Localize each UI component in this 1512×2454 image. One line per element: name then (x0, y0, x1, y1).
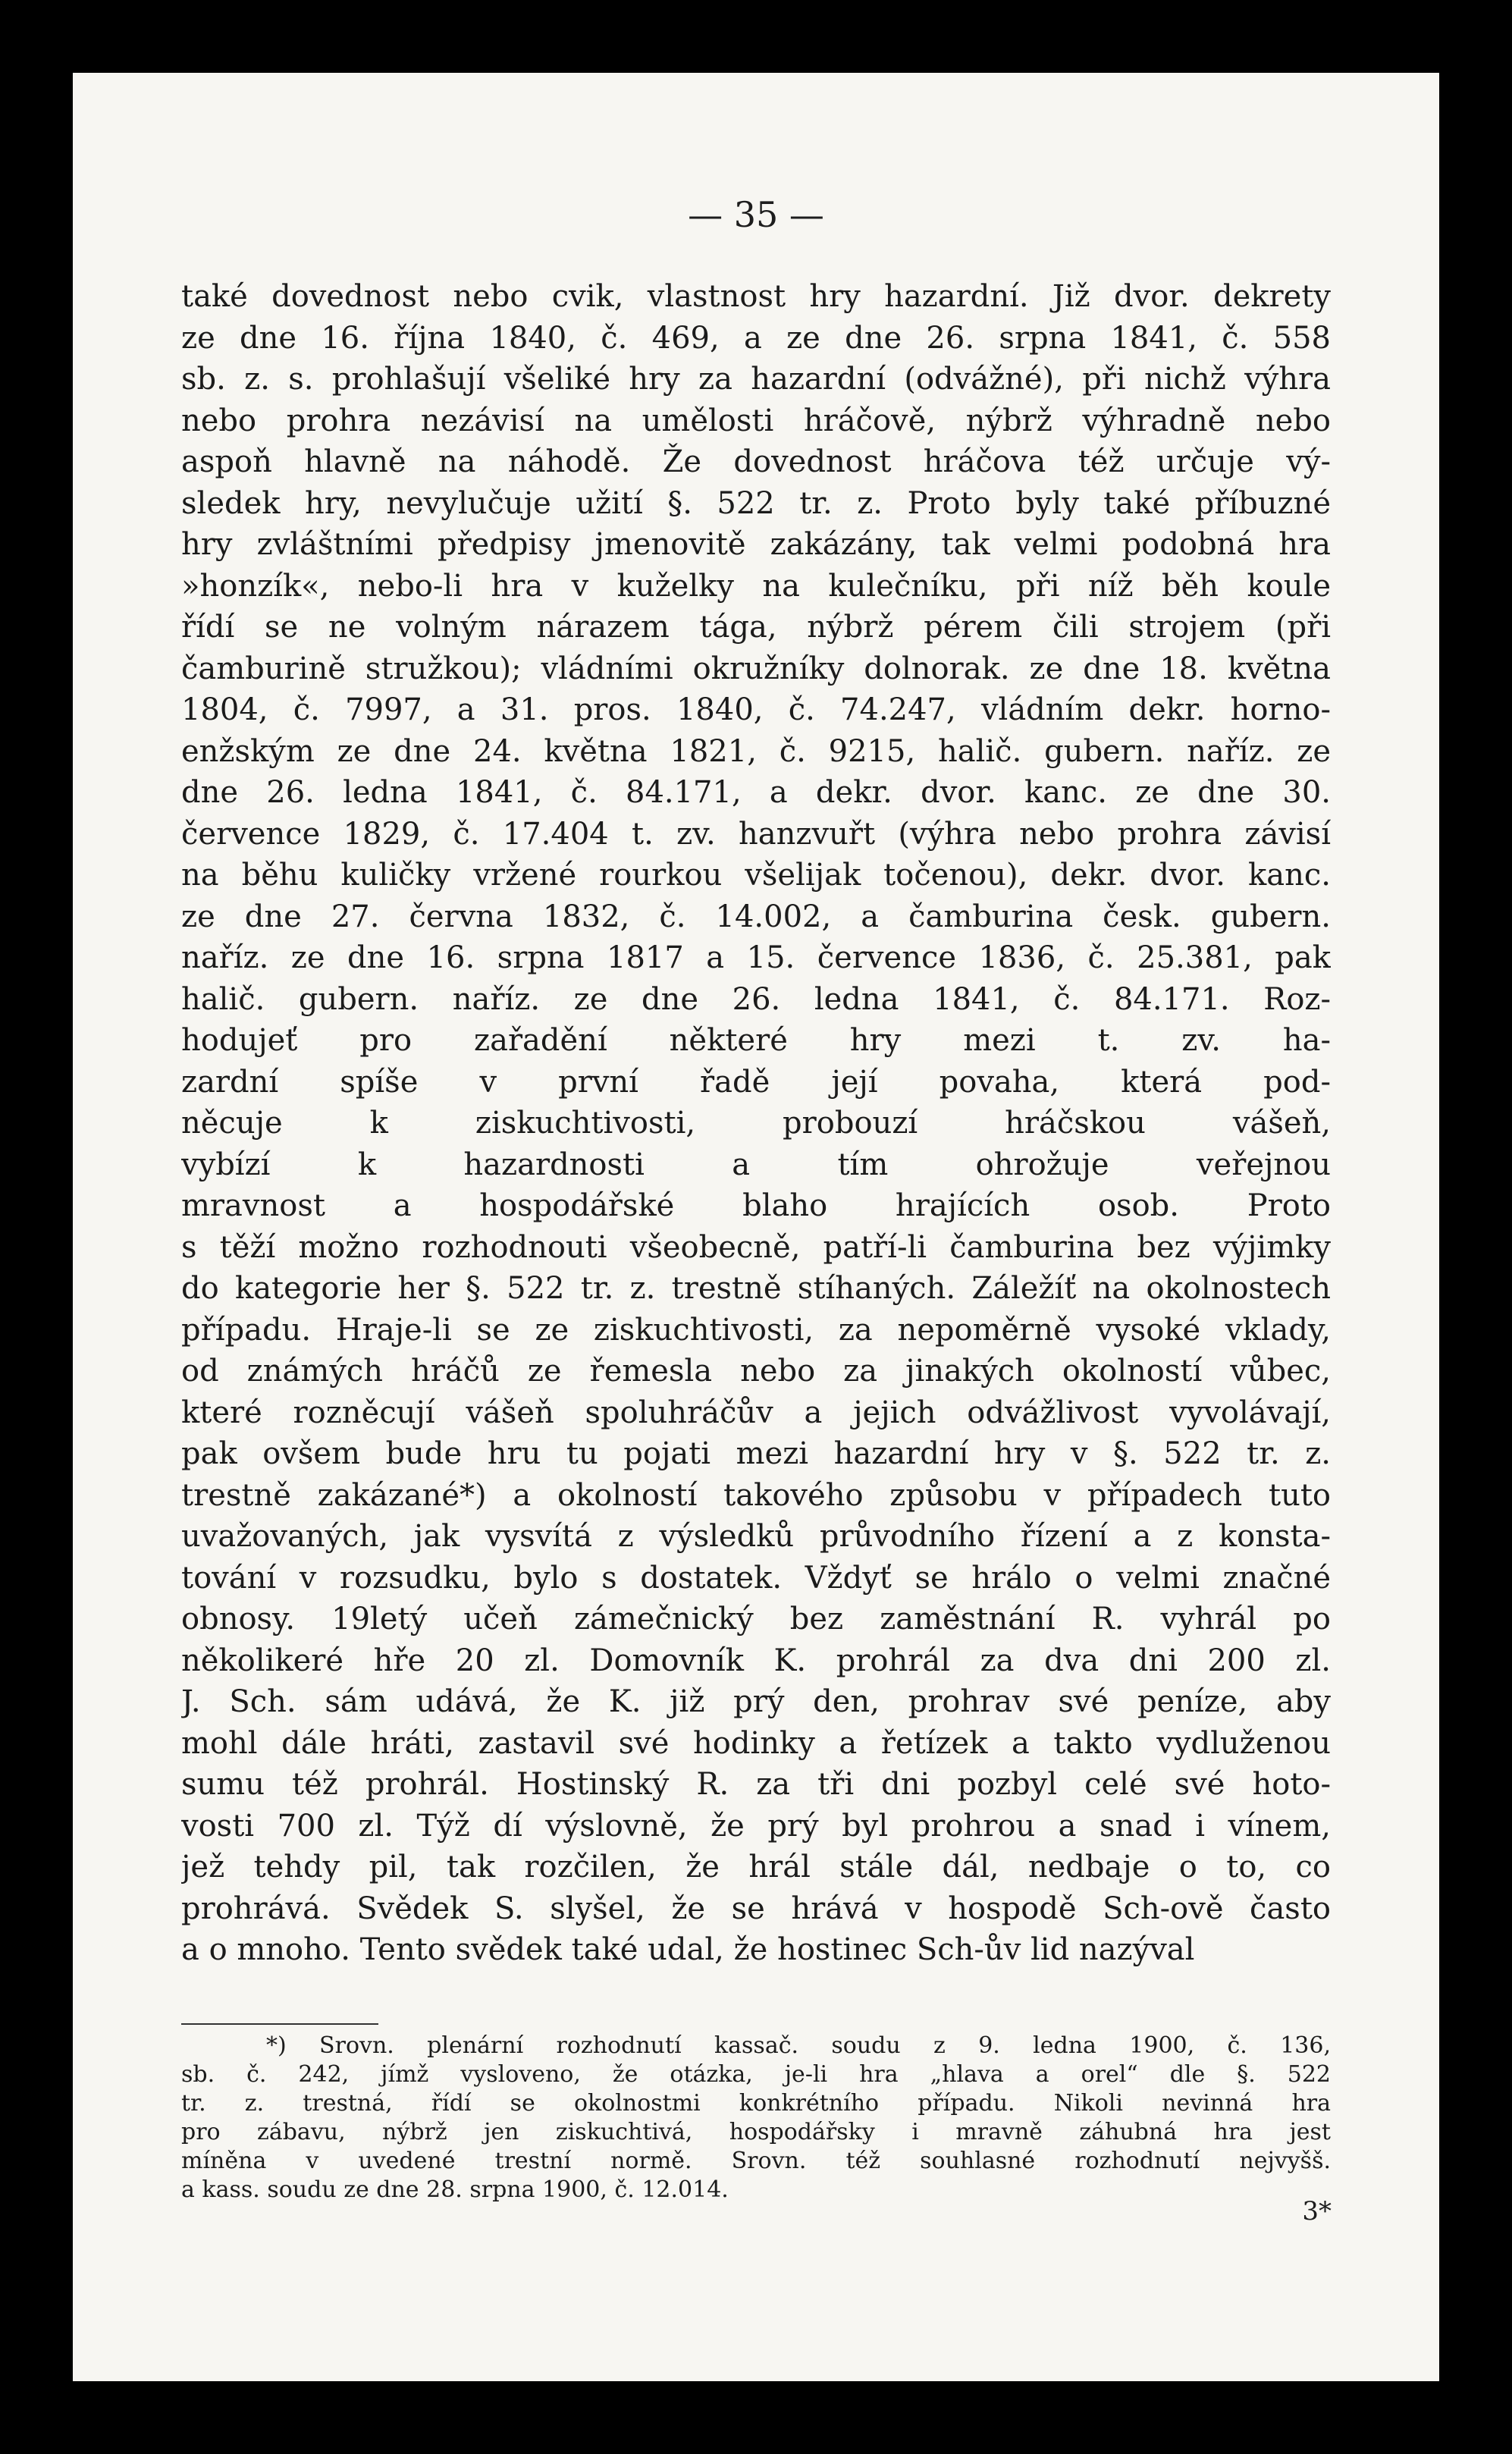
text-line: prohrává. Svědek S. slyšel, že se hrává v hospodě Sch-ově často (181, 1891, 1331, 1926)
text-line: J. Sch. sám udává, že K. již prý den, prohrav své peníze, aby (181, 1684, 1331, 1719)
footnote-line: a kass. soudu ze dne 28. srpna 1900, č. 12.014. (181, 2176, 729, 2203)
text-line: sledek hry, nevylučuje užití §. 522 tr. z. Proto byly také příbuzné (181, 485, 1331, 521)
text-line: pak ovšem bude hru tu pojati mezi hazardní hry v §. 522 tr. z. (181, 1436, 1331, 1471)
footnote-line: *) Srovn. plenární rozhodnutí kassač. soudu z 9. ledna 1900, č. 136, (266, 2032, 1331, 2059)
text-line: července 1829, č. 17.404 t. zv. hanzvuřt (výhra nebo prohra závisí (181, 816, 1331, 852)
text-line: jež tehdy pil, tak rozčilen, že hrál stále dál, nedbaje o to, co (181, 1850, 1331, 1884)
footnote-line: pro zábavu, nýbrž jen ziskuchtivá, hospodářsky i mravně záhubná hra jest (181, 2119, 1331, 2145)
text-line: 1804, č. 7997, a 31. pros. 1840, č. 74.247, vládním dekr. horno- (181, 692, 1331, 727)
footnote-separator (181, 2023, 378, 2025)
text-line: naříz. ze dne 16. srpna 1817 a 15. července 1836, č. 25.381, pak (181, 940, 1331, 975)
text-line: enžským ze dne 24. května 1821, č. 9215, halič. gubern. naříz. ze (181, 733, 1331, 769)
text-line: mravnost a hospodářské blaho hrajících osob. Proto (181, 1188, 1331, 1223)
text-line: hodujeť pro zařadění některé hry mezi t. zv. ha- (181, 1023, 1331, 1058)
text-line: ze dne 27. června 1832, č. 14.002, a čamburina česk. gubern. (181, 899, 1331, 934)
text-line: uvažovaných, jak vysvítá z výsledků průvodního řízení a z konsta- (181, 1519, 1331, 1554)
text-line: dne 26. ledna 1841, č. 84.171, a dekr. dvor. kanc. ze dne 30. (181, 775, 1331, 810)
text-line: ze dne 16. října 1840, č. 469, a ze dne 26. srpna 1841, č. 558 (181, 320, 1331, 356)
text-line: něcuje k ziskuchtivosti, probouzí hráčskou vášeň, (181, 1106, 1331, 1141)
text-line: vybízí k hazardnosti a tím ohrožuje veřejnou (181, 1147, 1331, 1182)
text-line: a o mnoho. Tento svědek také udal, že hostinec Sch-ův lid nazýval (181, 1932, 1195, 1967)
book-page (73, 73, 1439, 2381)
footnote-line: sb. č. 242, jímž vysloveno, že otázka, je-li hra „hlava a orel“ dle §. 522 (181, 2061, 1331, 2088)
footnote (181, 2032, 1331, 2205)
text-line: případu. Hraje-li se ze ziskuchtivosti, za nepoměrně vysoké vklady, (181, 1312, 1331, 1348)
text-line: sb. z. s. prohlašují všeliké hry za hazardní (odvážné), při nichž výhra (181, 362, 1331, 397)
text-line: několikeré hře 20 zl. Domovník K. prohrál za dva dni 200 zl. (181, 1643, 1331, 1678)
text-line: řídí se ne volným nárazem tága, nýbrž pérem čili strojem (při (181, 610, 1331, 645)
text-line: halič. gubern. naříz. ze dne 26. ledna 1841, č. 84.171. Roz- (181, 981, 1331, 1017)
text-line: na běhu kuličky vržené rourkou všelijak točenou), dekr. dvor. kanc. (181, 858, 1331, 893)
text-line: mohl dále hráti, zastavil své hodinky a řetízek a takto vydluženou (181, 1725, 1331, 1761)
text-line: obnosy. 19letý učeň zámečnický bez zaměstnání R. vyhrál po (181, 1602, 1331, 1637)
text-line: vosti 700 zl. Týž dí výslovně, že prý byl prohrou a snad i vínem, (181, 1808, 1331, 1844)
text-line: zardní spíše v první řadě její povaha, která pod- (181, 1064, 1331, 1100)
text-line: s těží možno rozhodnouti všeobecně, patří-li čamburina bez výjimky (181, 1229, 1331, 1265)
signature-mark: 3* (1302, 2196, 1332, 2226)
text-line: tování v rozsudku, bylo s dostatek. Vždyť se hrálo o velmi značné (181, 1560, 1331, 1596)
text-line: které rozněcují vášeň spoluhráčův a jejich odvážlivost vyvolávají, (181, 1395, 1331, 1430)
text-line: nebo prohra nezávisí na umělosti hráčově, nýbrž výhradně nebo (181, 403, 1331, 438)
footnote-line: míněna v uvedené trestní normě. Srovn. též souhlasné rozhodnutí nejvyšš. (181, 2148, 1331, 2174)
text-line: trestně zakázané*) a okolností takového způsobu v případech tuto (181, 1477, 1331, 1513)
text-line: »honzík«, nebo-li hra v kuželky na kulečníku, při níž běh koule (181, 568, 1331, 604)
footnote-line: tr. z. trestná, řídí se okolnostmi konkrétního případu. Nikoli nevinná hra (181, 2090, 1331, 2117)
text-line: čamburině stružkou); vládními okružníky dolnorak. ze dne 18. května (181, 651, 1331, 686)
text-line: do kategorie her §. 522 tr. z. trestně stíhaných. Záležíť na okolnostech (181, 1271, 1331, 1306)
text-line: aspoň hlavně na náhodě. Že dovednost hráčova též určuje vý- (181, 444, 1331, 479)
text-line: také dovednost nebo cvik, vlastnost hry hazardní. Již dvor. dekrety (181, 279, 1331, 314)
text-line: sumu též prohrál. Hostinský R. za tři dni pozbyl celé své hoto- (181, 1767, 1331, 1802)
text-line: hry zvláštními předpisy jmenovitě zakázány, tak velmi podobná hra (181, 527, 1331, 562)
text-line: od známých hráčů ze řemesla nebo za jinakých okolností vůbec, (181, 1354, 1331, 1389)
page-number: — 35 — (688, 194, 824, 235)
main-text (181, 276, 1331, 1971)
